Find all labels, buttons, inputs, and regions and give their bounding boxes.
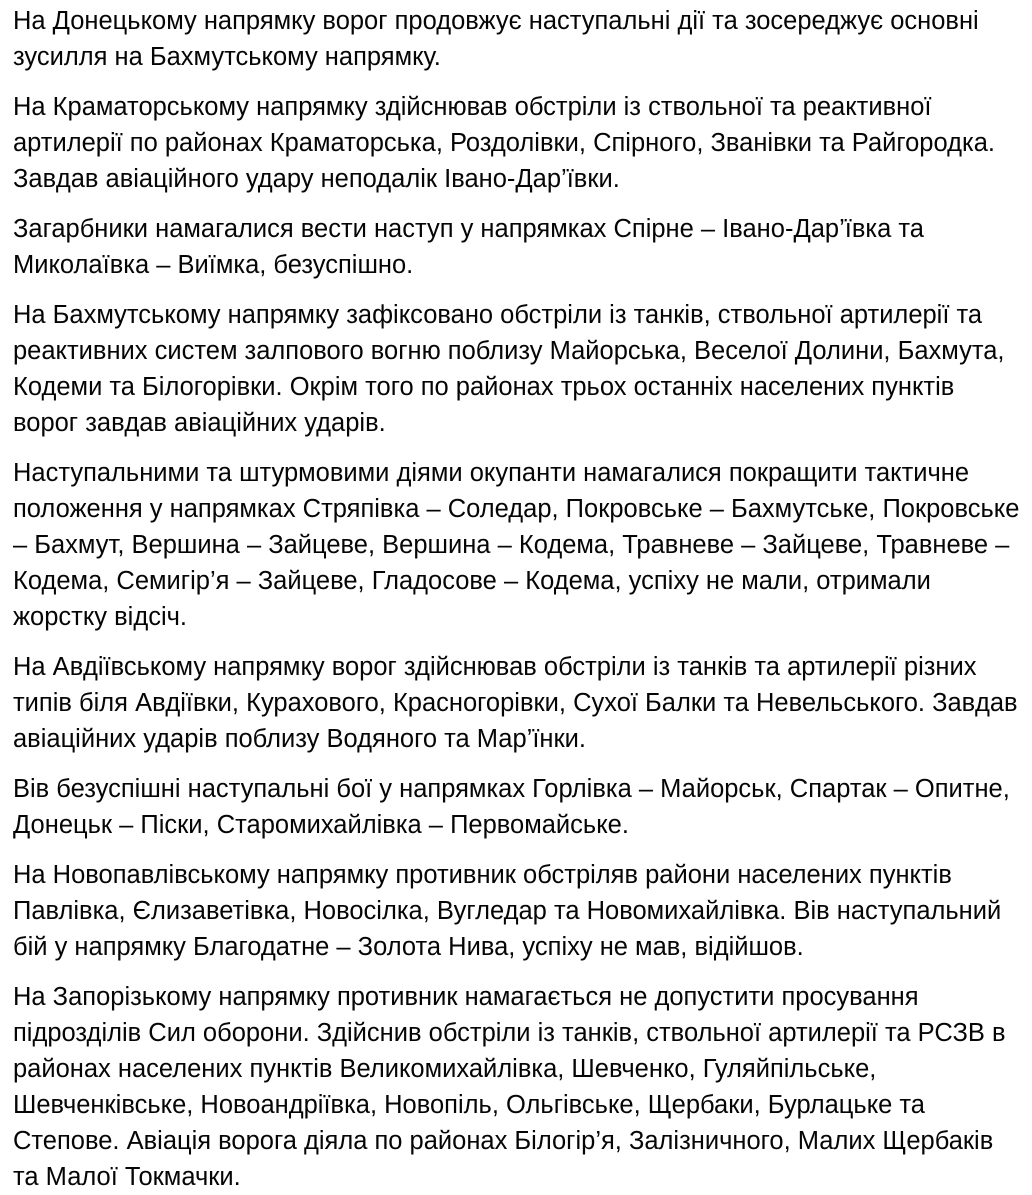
post-paragraph: Наступальними та штурмовими діями окупанти намагалися покращити тактичне положення у напрямках Стряпівка – Соледар, Покровське – Бахмутське, Покровське – Бахмут, Вершина – Зайцеве, Вершина – Кодема, Травневе – Зайцеве, Травневе – Кодема, Семигір’я – Зайцеве, Гладосове – Кодема, успіху не мали, отримали жорстку відсіч. — [13, 459, 1027, 631]
post-paragraph: На Запорізькому напрямку противник намагається не допустити просування підрозділів Сил оборони. Здійснив обстріли із танків, ствольної артилерії та РСЗВ в районах населених пунктів Великомихайлівка, Шевченко, Гуляйпільське, Шевченківське, Новоандріївка, Новопіль, Ольгівське, Щербаки, Бурлацьке та Степове. Авіація ворога діяла по районах Білогір’я, Залізничного, Малих Щербаків та Малої Токмачки. — [13, 983, 1013, 1191]
post-paragraph: На Авдіївському напрямку ворог здійснював обстріли із танків та артилерії різних типів біля Авдіївки, Курахового, Красногорівки, Сухої Балки та Невельського. Завдав авіаційних ударів поблизу Водяного та Мар’їнки. — [13, 653, 1025, 753]
post-paragraph: На Краматорському напрямку здійснював обстріли із ствольної та реактивної артилерії по районах Краматорська, Роздолівки, Спірного, Званівки та Райгородка. Завдав авіаційного удару неподалік Івано-Дар’ївки. — [13, 93, 1010, 193]
post-paragraph: На Донецькому напрямку ворог продовжує наступальні дії та зосереджує основні зусилля на Бахмутському напрямку. — [13, 7, 986, 71]
post-paragraph: Вів безуспішні наступальні бої у напрямках Горлівка – Майорськ, Спартак – Опитне, Донецьк – Піски, Старомихайлівка – Первомайське. — [13, 775, 1017, 839]
post-paragraph: На Бахмутському напрямку зафіксовано обстріли із танків, ствольної артилерії та реактивних систем залпового вогню поблизу Майорська, Веселої Долини, Бахмута, Кодеми та Білогорівки. Окрім того по районах трьох останніх населених пунктів ворог завдав авіаційних ударів. — [13, 301, 1012, 437]
post-paragraph: Загарбники намагалися вести наступ у напрямках Спірне – Івано-Дар’ївка та Миколаївка – Виїмка, безуспішно. — [13, 215, 932, 279]
post-paragraph: На Новопавлівському напрямку противник обстріляв райони населених пунктів Павлівка, Єлизаветівка, Новосілка, Вугледар та Новомихайлівка. Вів наступальний бій у напрямку Благодатне – Золота Нива, успіху не мав, відійшов. — [13, 861, 1009, 961]
